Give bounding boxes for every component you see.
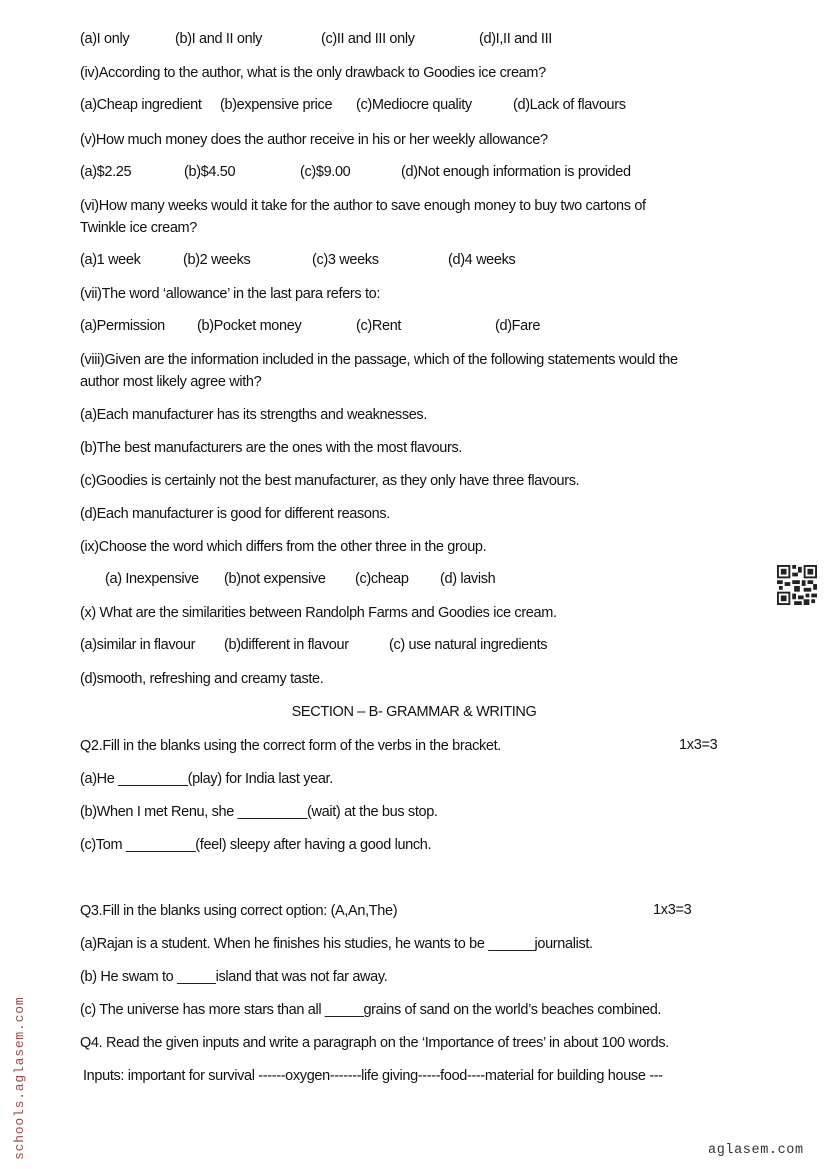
option-a: (a)I only (80, 31, 130, 47)
q1-viii-option-d: (d)Each manufacturer is good for different reasons. (80, 506, 390, 522)
q1-viii-option-b: (b)The best manufacturers are the ones with the most flavours. (80, 440, 463, 456)
q1-vi-question-line2: Twinkle ice cream? (80, 220, 197, 236)
option-c: (c) use natural ingredients (389, 637, 548, 653)
q1-viii-option-a: (a)Each manufacturer has its strengths and weaknesses. (80, 407, 428, 423)
q1-x-question: (x) What are the similarities between Randolph Farms and Goodies ice cream. (80, 605, 557, 621)
option-c: (c)$9.00 (300, 164, 351, 180)
option-b: (b)expensive price (220, 97, 333, 113)
q2-question: Q2.Fill in the blanks using the correct form of the verbs in the bracket. (80, 738, 501, 754)
option-d: (d)Lack of flavours (513, 97, 626, 113)
q3-marks: 1x3=3 (653, 902, 692, 918)
q1-viii-question-line1: (viii)Given are the information included in the passage, which of the following statements would the (80, 352, 678, 368)
option-c: (c)II and III only (321, 31, 415, 47)
q4-inputs: Inputs: important for survival ------oxygen-------life giving-----food----material for building house --- (83, 1068, 663, 1084)
q4-question: Q4. Read the given inputs and write a paragraph on the ‘Importance of trees’ in about 100 words. (80, 1035, 669, 1051)
q1-viii-option-c: (c)Goodies is certainly not the best manufacturer, as they only have three flavours. (80, 473, 580, 489)
option-c: (c)Rent (356, 318, 402, 334)
q1-x-option-d: (d)smooth, refreshing and creamy taste. (80, 671, 324, 687)
qr-code-icon (777, 565, 817, 605)
option-c: (c)3 weeks (312, 252, 379, 268)
bottom-watermark: aglasem.com (708, 1143, 804, 1158)
q3-item-a: (a)Rajan is a student. When he finishes his studies, he wants to be ______journalist. (80, 936, 593, 952)
option-d: (d)Fare (495, 318, 541, 334)
q2-item-c: (c)Tom _________(feel) sleepy after having a good lunch. (80, 837, 432, 853)
option-d: (d) lavish (440, 571, 496, 587)
option-b: (b)Pocket money (197, 318, 302, 334)
side-watermark: schools.aglasem.com (12, 996, 27, 1160)
option-a: (a)1 week (80, 252, 141, 268)
q1-iv-question: (iv)According to the author, what is the only drawback to Goodies ice cream? (80, 65, 546, 81)
q1-ix-question: (ix)Choose the word which differs from the other three in the group. (80, 539, 487, 555)
q3-item-c: (c) The universe has more stars than all _____grains of sand on the world’s beaches combined. (80, 1002, 662, 1018)
q1-vi-question-line1: (vi)How many weeks would it take for the author to save enough money to buy two cartons of (80, 198, 646, 214)
option-a: (a)Cheap ingredient (80, 97, 202, 113)
option-b: (b)I and II only (175, 31, 263, 47)
option-a: (a)similar in flavour (80, 637, 196, 653)
q3-question: Q3.Fill in the blanks using correct option: (A,An,The) (80, 903, 398, 919)
q3-item-b: (b) He swam to _____island that was not far away. (80, 969, 388, 985)
q2-marks: 1x3=3 (679, 737, 718, 753)
option-b: (b)$4.50 (184, 164, 236, 180)
option-a: (a)$2.25 (80, 164, 132, 180)
option-d: (d)I,II and III (479, 31, 552, 47)
option-d: (d)4 weeks (448, 252, 516, 268)
q2-item-b: (b)When I met Renu, she _________(wait) at the bus stop. (80, 804, 438, 820)
option-a: (a) Inexpensive (105, 571, 199, 587)
q1-vii-question: (vii)The word ‘allowance’ in the last para refers to: (80, 286, 381, 302)
q1-v-question: (v)How much money does the author receive in his or her weekly allowance? (80, 132, 548, 148)
option-b: (b)not expensive (224, 571, 326, 587)
q2-item-a: (a)He _________(play) for India last year. (80, 771, 333, 787)
option-b: (b)different in flavour (224, 637, 349, 653)
option-b: (b)2 weeks (183, 252, 251, 268)
option-c: (c)cheap (355, 571, 409, 587)
section-b-heading: SECTION – B- GRAMMAR & WRITING (291, 704, 537, 720)
q1-viii-question-line2: author most likely agree with? (80, 374, 262, 390)
option-a: (a)Permission (80, 318, 165, 334)
option-c: (c)Mediocre quality (356, 97, 472, 113)
option-d: (d)Not enough information is provided (401, 164, 631, 180)
